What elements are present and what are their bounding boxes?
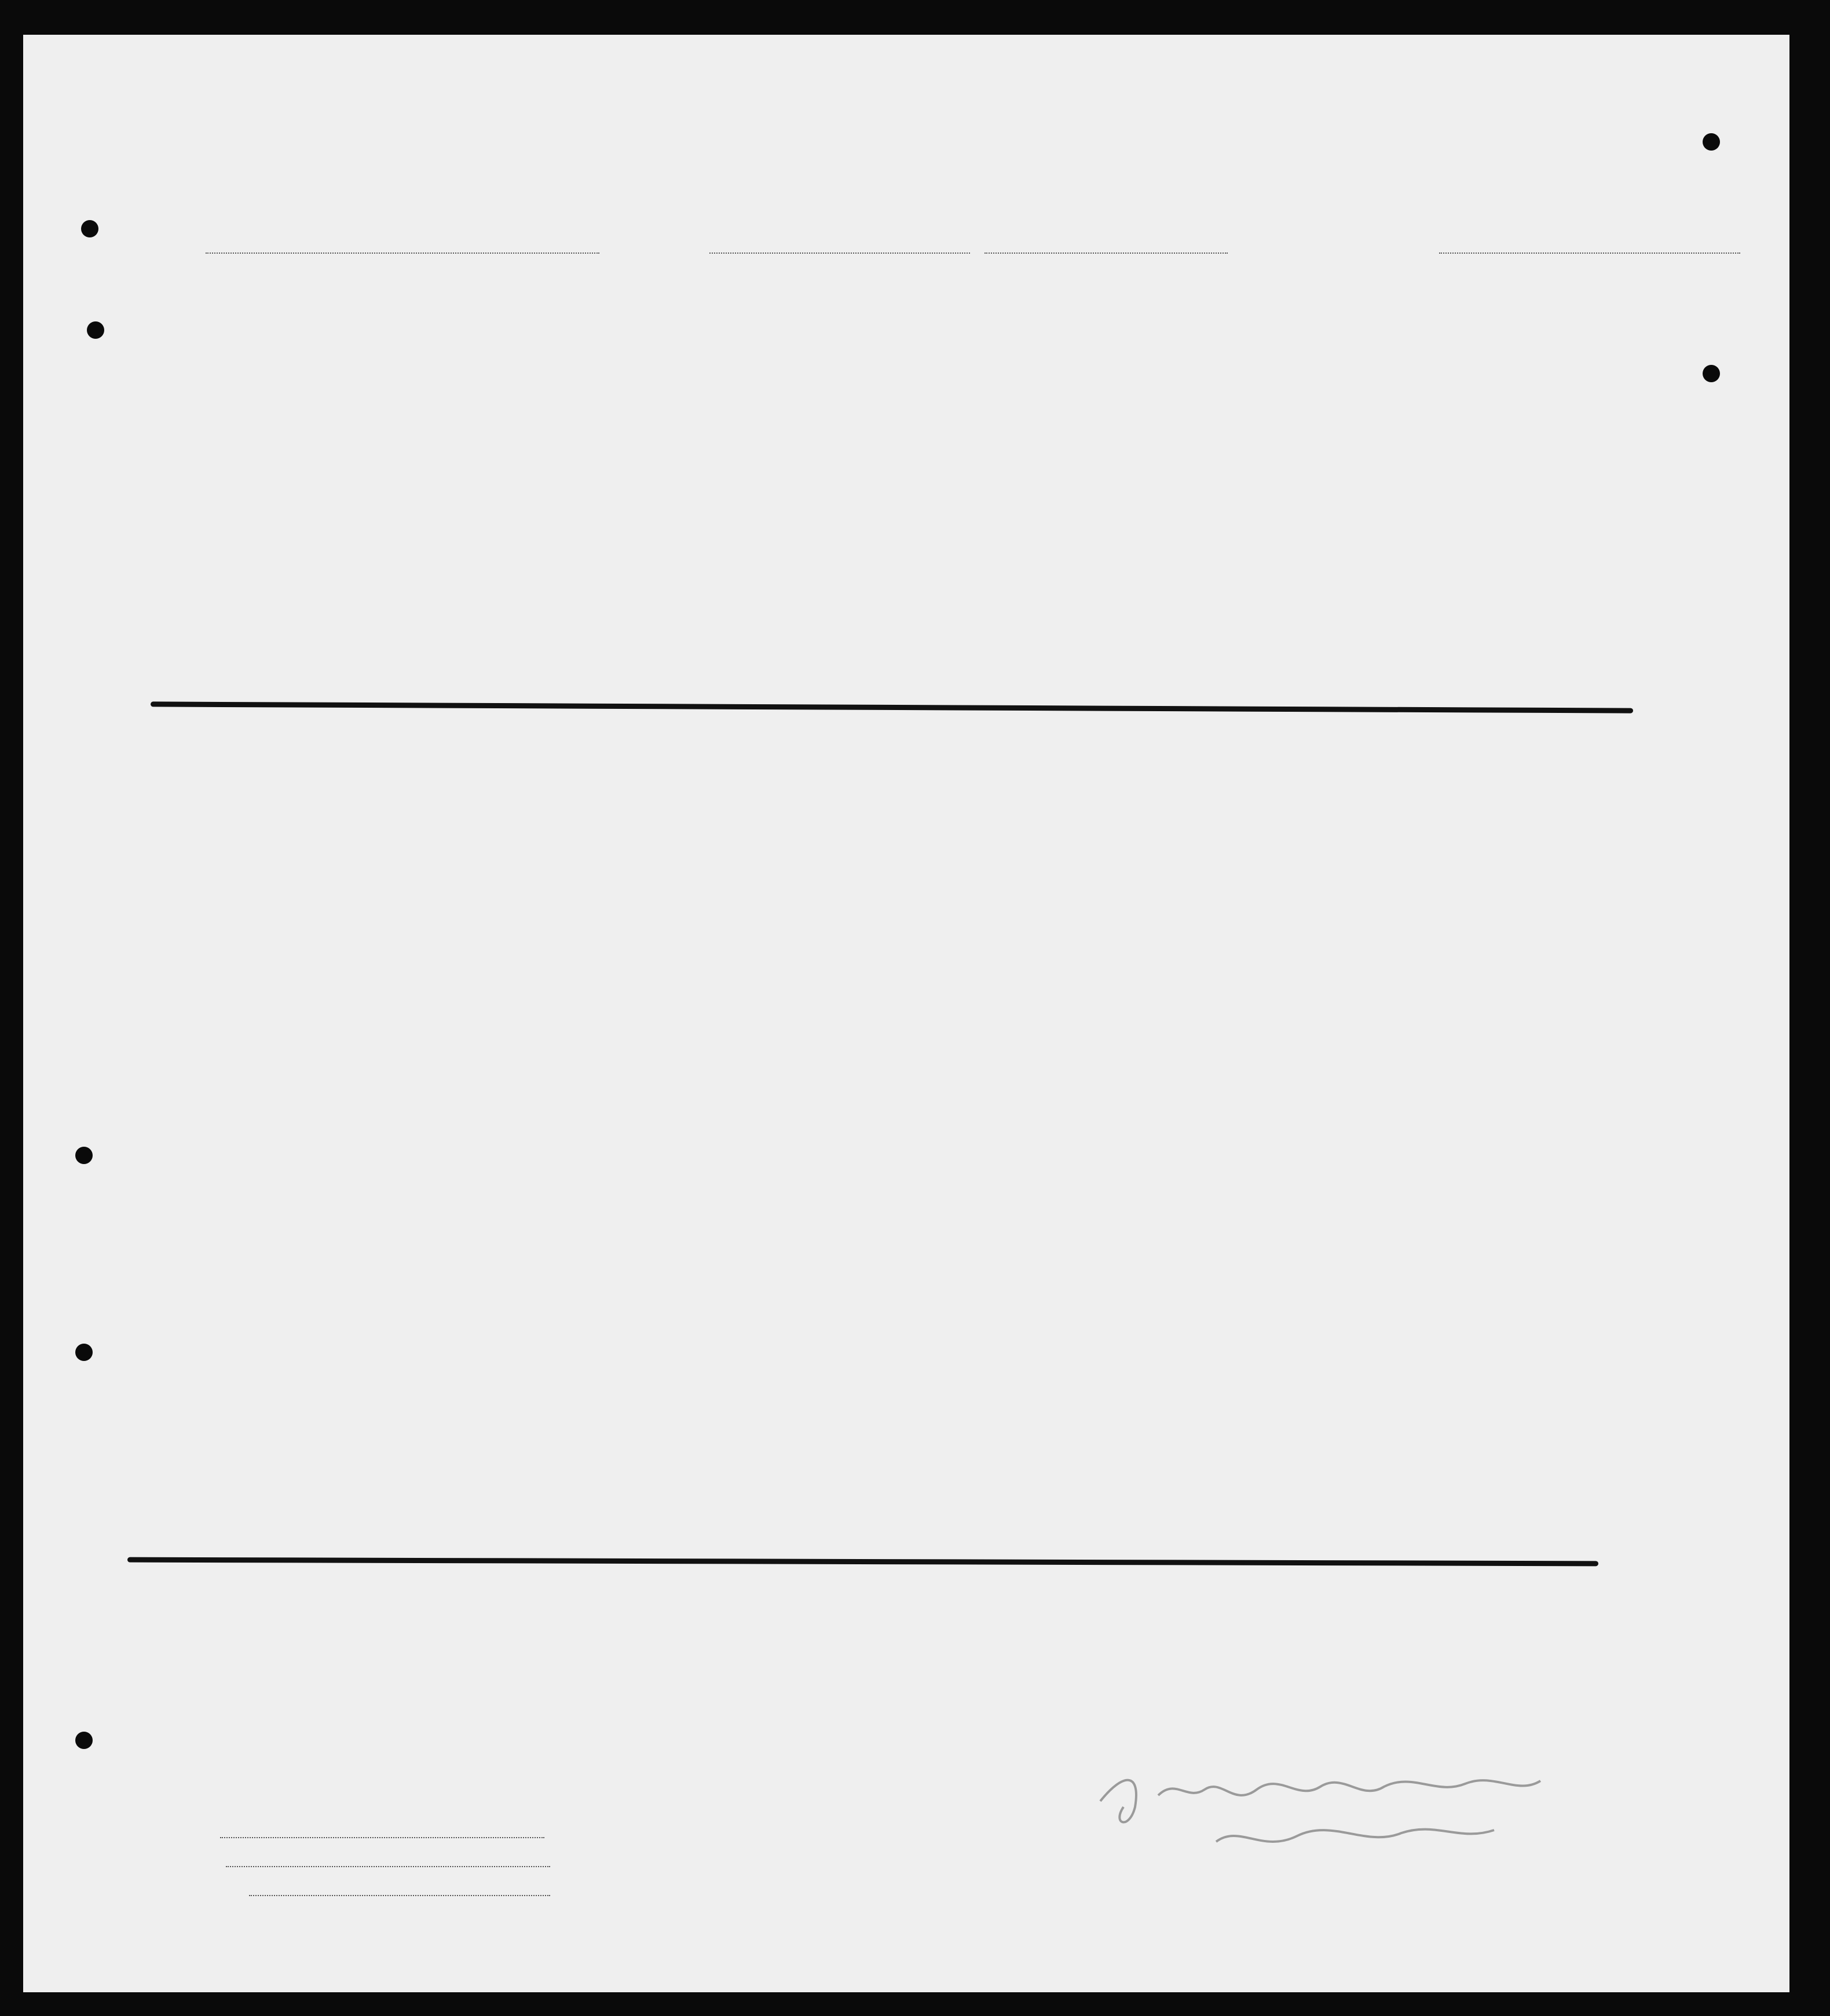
check-marks [23, 35, 1789, 1992]
manifest-sheet [23, 35, 1789, 1992]
